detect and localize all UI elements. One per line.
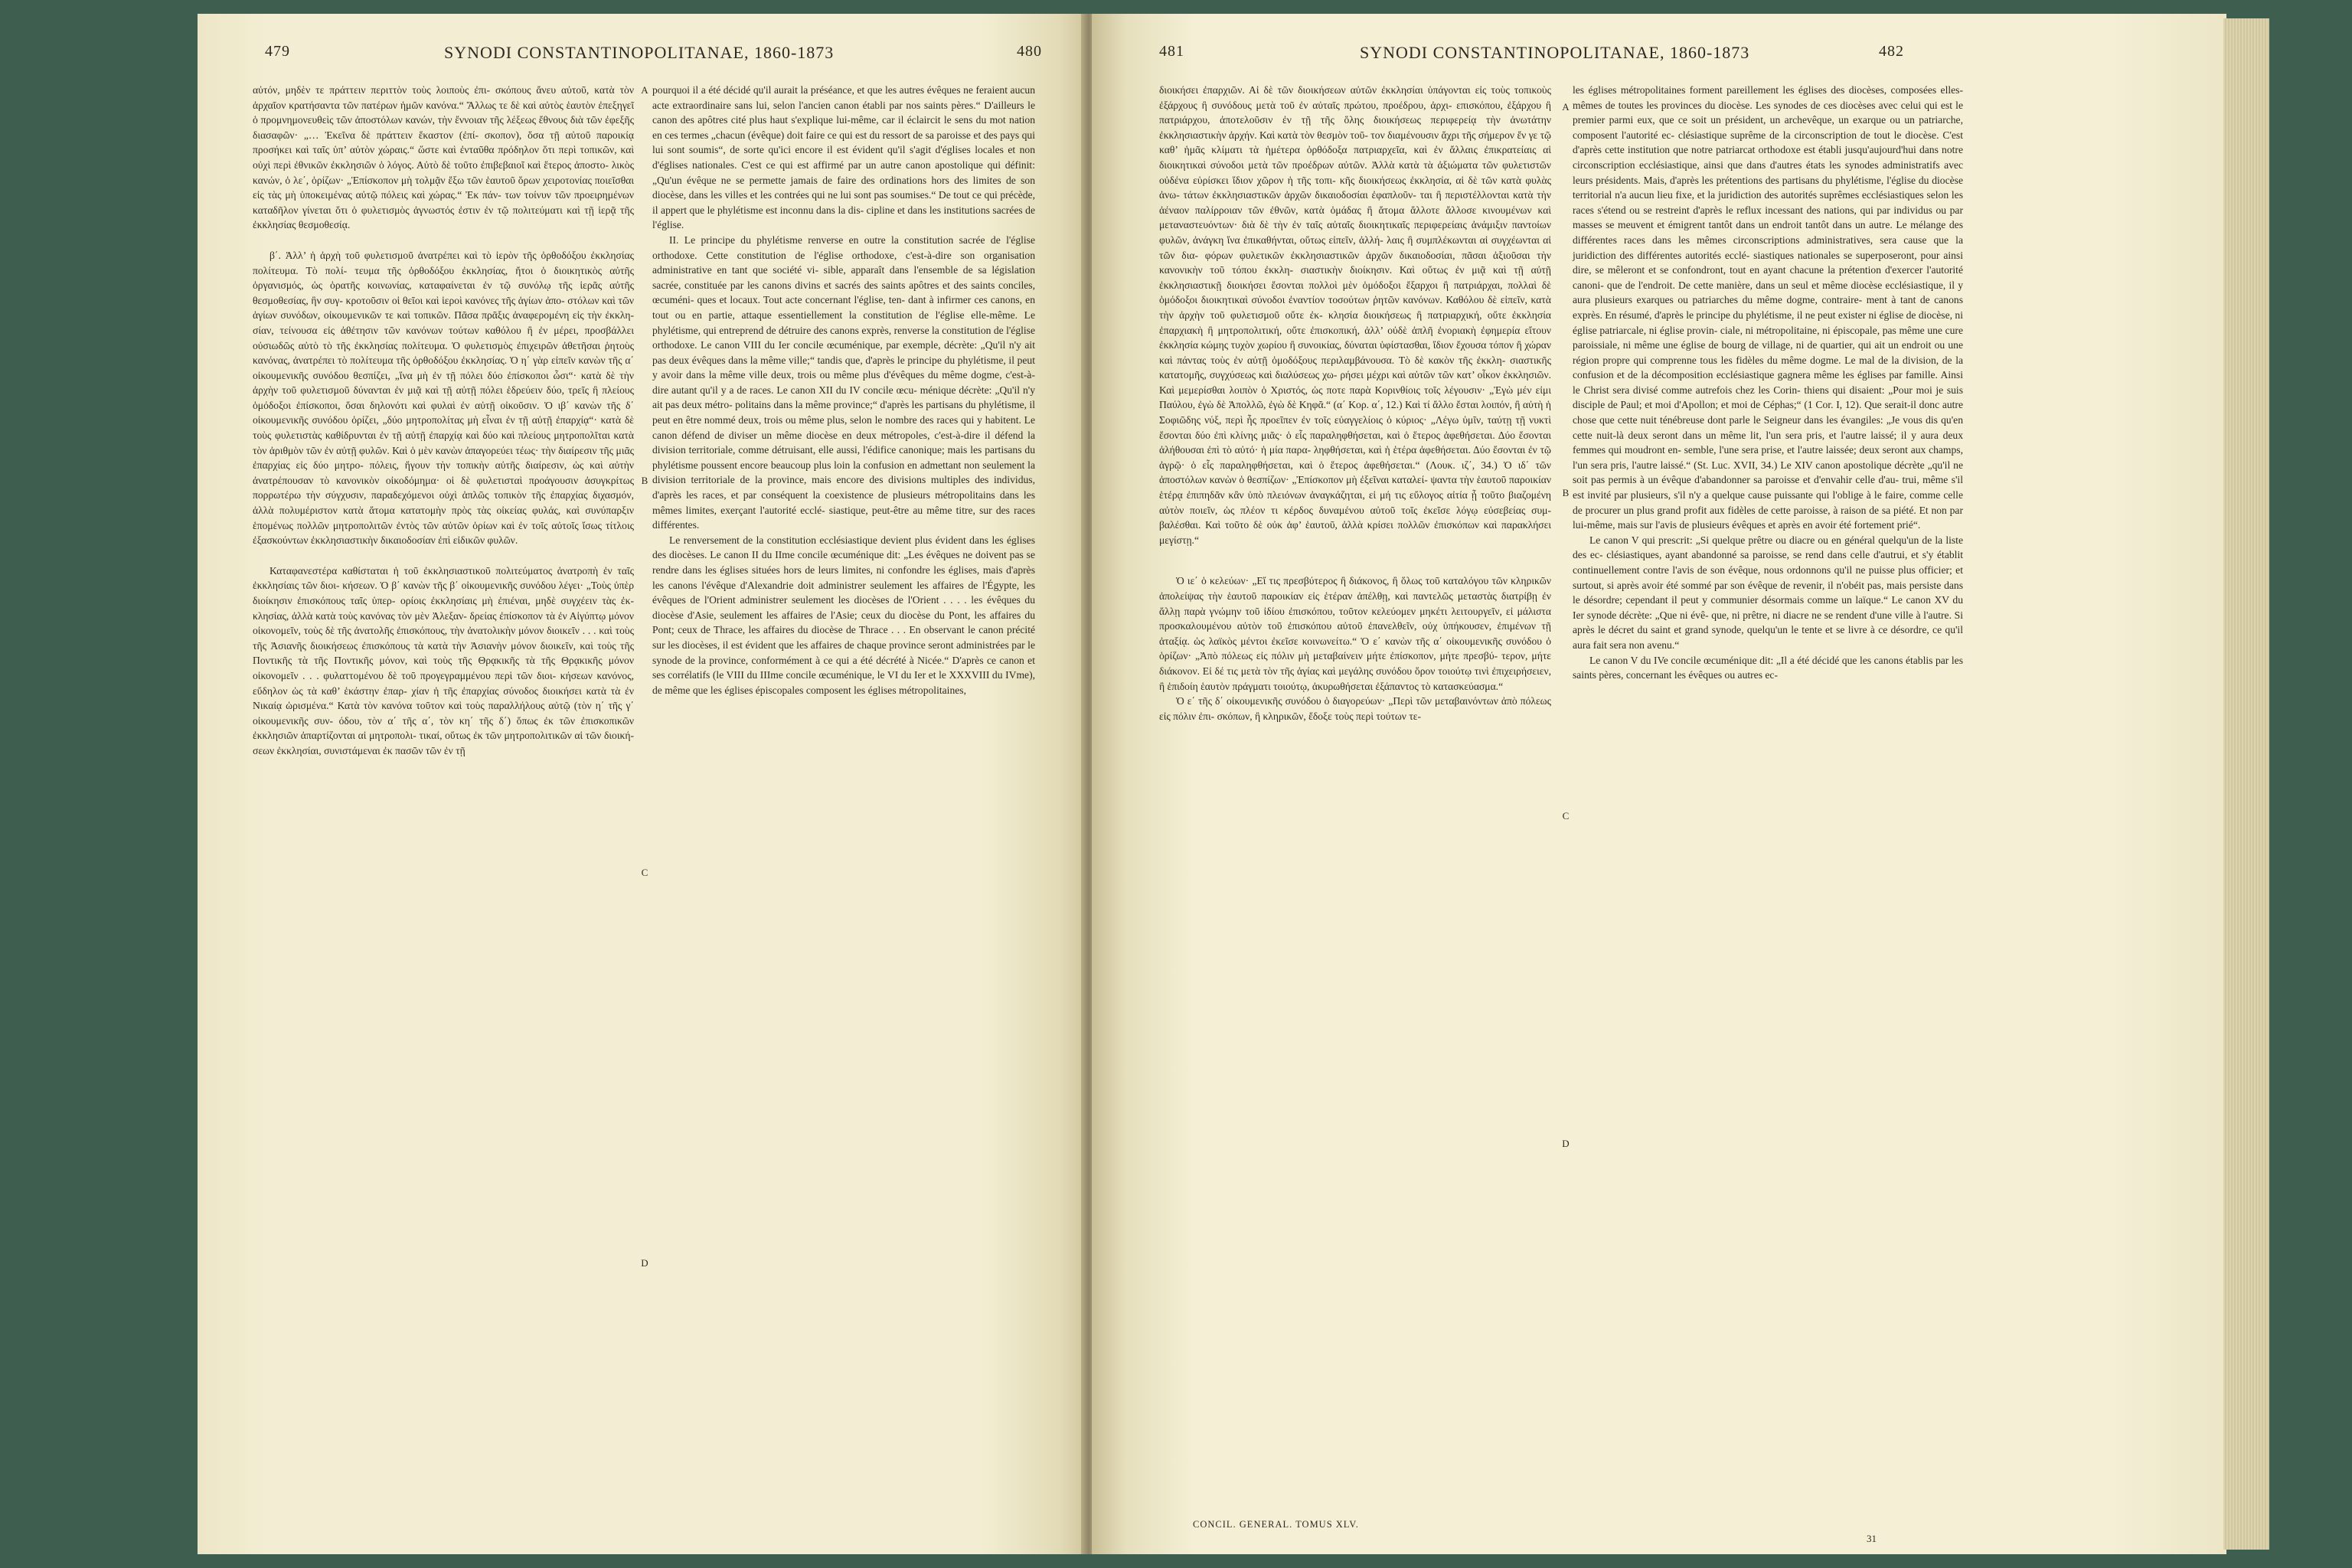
margin-marker-b: B <box>1562 487 1570 498</box>
margin-marker-a: A <box>641 84 648 96</box>
french-column <box>652 83 1035 697</box>
greek-paragraph: διοικήσει ἐπαρχιῶν. Αἱ δὲ τῶν διοικήσεων αὐτῶν ἐκκλησίαι ὑπάγονται εἰς τοὺς τοπικοὺς ἐξάρχους ἢ συνόδους μετὰ τοῦ ἐν αὐταῖς πρώτου, προέδρου, ἀρχι- επισκόπου, ἐξάρχου ἢ πατριάρχου, ἀποτελοῦσιν ἐν τῇ τῆς ὅλης διοικήσεως περιφερείᾳ τὴν ἀνωτάτην ἐκκλησιαστικὴν ἀρχήν. Καὶ κατὰ τὸν θεσμὸν τοῦ- τον διαμένουσιν ἄχρι τῆς σήμερον ἔν γε τῷ καθ’ ἡμᾶς κλίματι τὰ ἡμέτερα ὀρθόδοξα πατριαρχεῖα, καὶ ἐν ἄλλαις ἐπικρατείαις αἱ διοικητικαὶ σύνοδοι μετὰ τῶν προέδρων αὐτῶν. Ἀλλὰ κατὰ τὰ ἀξιώματα τῶν φυλετιστῶν οὐδένα εὑρίσκει ἴδιον χῶρον ἡ τῆς τοπι- κῆς διοικήσεως ἐκκλησία, αἱ δὲ τῶν κατὰ φυλὰς ἀνω- τάτων ἐκκλησιαστικῶν ἀρχῶν δικαιοδοσίαι ἐφαπλοῦν- ται ἢ περιστέλλονται κατὰ τὴν ἀέναον παλίρροιαν τῶν ἐθνῶν, κατὰ ὁμάδας ἢ ἄτομα ἄλλοτε ἄλλοσε κινουμένων καὶ μεταναστευόντων· διὰ δὲ τὴν ἐν ταῖς αὐταῖς διοικητικαῖς περιφερείαις ἀνάμιξιν παντοίων φυλῶν, ἀνάγκη ἵνα ἐπικαθήνται, οὕτως εἰπεῖν, ἀλλή- λαις ἢ συμπλέκωνται αἱ συγχέωνται αἱ τῶν δια- φόρων φυλετικῶν ἐκκλησιαστικῶν ἀρχῶν δικαιοδοσίαι, πᾶσαι ἀξιοῦσαι τὴν κανονικὴν τοῦ τόπου ἐκκλη- σιαστικὴν διοίκησιν. Καὶ οὕτως ἐν μιᾷ καὶ τῇ αὐτῇ ἐκκλησιαστικῇ διοικήσει ἔσονται πολλοὶ μὲν ὁμόδοξοι ἔξαρχοι ἢ πατριάρχαι, πολλαὶ δὲ ὁμόδοξοι διοικητικαὶ σύνοδοι ἐναντίον τοσούτων ῥητῶν κανόνων. Καθόλου δὲ εἰπεῖν, κατὰ τὴν ἀρχὴν τοῦ φυλετισμοῦ οὔτε ἐκ- κλησία διοικήσεως ἢ πατριαρχική, οὔτε ἐκκλησία ἐπαρχιακὴ ἢ μητροπολιτική, οὔτε ἐπισκοπική, ἀλλ’ οὐδὲ ἁπλῆ ἐνοριακὴ ἐφημερία εἴτουν ἐκκλησία κώμης τυχὸν χωρίου ἢ συνοικίας, δύναται ὑφίστασθαι, ἴδιον ἔχουσα τόπον ἢ χώραν καὶ πάντας τοὺς ἐν αὐτῇ ὁμοδόξους περιλαμβάνουσα. Τὸ δὲ κακὸν τῆς ἐκκλη- σιαστικῆς κατατομῆς, συγχύσεως καὶ διαλύσεως χω- ρήσει μέχρι καὶ αὐτῶν τῶν κατ’ οἶκον ἐκκλησιῶν. Καὶ μεμερίσθαι λοιπὸν ὁ Χριστός, ὡς ποτε παρὰ Κορινθίοις τοῖς λέγουσιν· „Ἐγὼ μέν εἰμι Παύλου, ἐγὼ δὲ Ἀπολλῶ, ἐγὼ δὲ Κηφᾶ.“ (α΄ Κορ. α΄, 12.) Καὶ τί ἄλλο ἔσται λοιπόν, ἢ αὐτὴ ἡ Σοφιῶδης νύξ, περὶ ἧς προεῖπεν ἐν τοῖς εὐαγγελίοις ὁ κύριος· „Λέγω ὑμῖν, ταύτῃ τῇ νυκτὶ ἔσονται δύο ἐπὶ κλίνης μιᾶς· ὁ εἷς παραληφθήσεται, καὶ ὁ ἕτερος ἀφεθήσεται. Δύο ἔσονται ἀλήθουσαι ἐπὶ τὸ αὐτό· ἡ μία παρα- ληφθήσεται, καὶ ἡ ἑτέρα ἀφεθήσεται. Δύο ἔσονται ἐν τῷ ἀγρῷ· ὁ εἷς παραληφθήσεται, καὶ ὁ ἕτερος ἀφεθήσεται.“ (Λουκ. ιζ΄, 34.) Ὁ ιδ΄ τῶν ἀποστόλων κανὼν ὁ θεσπίζων· „Ἐπίσκοπον μὴ ἐξεῖναι καταλεί- ψαντα τὴν ἑαυτοῦ παροικίαν ἑτέρᾳ ἐπιπηδᾶν κἂν ὑπὸ πλειόνων ἀναγκάζηται, εἰ μή τις εὔλογος αἰτία ᾖ τοῦτο βιαζομένη αὐτὸν ποιεῖν, ὡς πλέον τι κέρδος δυναμένου αὐτοῦ τοῖς ἐκεῖσε λόγῳ εὐσεβείας συμ- βαλέσθαι. Καὶ τοῦτο δὲ οὐκ ἀφ’ ἑαυτοῦ, ἀλλὰ κρίσει πολλῶν ἐπισκόπων καὶ παρακλήσει μεγίστῃ.“ <box>1159 84 1551 546</box>
margin-marker-d: D <box>641 1257 648 1269</box>
signature-mark: 31 <box>1867 1533 1877 1544</box>
page-number-480: 480 <box>1017 43 1042 60</box>
page-block-edges <box>2223 18 2269 1550</box>
french-paragraph: Le canon V du IVe concile œcuménique dit: „Il a été décidé que les canons établis par les saints pères, concernant les évêques ou autres ec- <box>1573 654 1963 681</box>
french-paragraph: II. Le principe du phylétisme renverse en outre la constitution sacrée de l'église orthodoxe. Cette constitution de l'église orthodoxe, c'est-à-dire son organisation administrative en tant que société vi- sible, apparaît dans l'ensemble de sa législation sacrée, constituée par les canons divins et sacrés des saints apôtres et des saints conciles, œcuméni- ques et locaux. Tout acte concernant l'église, ten- dant à infirmer ces canons, en tout ou en partie, attaque essentiellement la constitution de l'église elle-même. Le phylétisme, qui entreprend de détruire des canons exprès, renverse la constitution de l'église orthodoxe. Le canon VIII du Ier concile œcuménique, par exemple, décrète: „Qu'il n'y ait pas deux évêques dans la même ville;“ tandis que, d'après le principe du phylétisme, il peut y avoir dans la même ville deux, trois ou même plus d'évêques du même dogme, c'est-à-dire autant qu'il y a de races. Le canon XII du IV concile œcu- ménique décrète: „Qu'il n'y ait pas deux métro- politains dans la même province;“ d'après les partisans du phylétisme, il peut en être nommé deux, trois ou même plus, selon le nombre des races qui y habitent. Le canon défend de diviser un même diocèse en deux métropoles, c'est-à-dire il défend la division territoriale, comme détruisant, elle aussi, l'édifice canonique; mais les partisans du phylétisme poussent encore beaucoup plus loin la confusion en admettant non seulement la division territoriale de la province, mais encore des divisions multiples des individus, d'après les races, et par conséquent la coexistence de plusieurs métropolitains dans les mêmes limites, exerçant l'autorité ecclé- siastique, peut-être au même titre, sur des races différentes. <box>652 234 1035 531</box>
french-paragraph: Le renversement de la constitution ecclésiastique devient plus évident dans les églises des diocèses. Le canon II du IIme concile œcuménique dit: „Les évêques ne doivent pas se rendre dans les églises situées hors de leurs limites, ni confondre les églises, mais d'après les canons l'évêque d'Alexandrie doit administrer seulement les affaires de l'Égypte, les évêques de l'Orient administrer seulement les diocèses de l'Orient . . . . les évêques du diocèse d'Asie, seulement les affaires de l'Asie; ceux du diocèse du Pont, les affaires du Pont; ceux de Thrace, les affaires du diocèse de Thrace . . . En observant le canon précité sur les diocèses, il est évident que les affaires de chaque province seront administrées par le synode de la province, conformément à ce qui a été décrété à Nicée.“ D'après ce canon et ses corrélatifs (le VIII du IIIme concile œcuménique, le VI du Ier et le XXXVIII du IVme), de même que les églises épiscopales composent les églises métropolitaines, <box>652 534 1035 696</box>
greek-paragraph: Καταφανεστέρα καθίσταται ἡ τοῦ ἐκκλησιαστικοῦ πολιτεύματος ἀνατροπὴ ἐν ταῖς ἐκκλησίαις τῶν διοι- κήσεων. Ὁ β΄ κανὼν τῆς β΄ οἰκουμενικῆς συνόδου λέγει· „Τοὺς ὑπὲρ διοίκησιν ἐπισκόπους ταῖς ὑπερ- ορίοις ἐκκλησίαις μὴ ἐπιέναι, μηδὲ συγχέειν τὰς ἐκ- κλησίας, ἀλλὰ κατὰ τοὺς κανόνας τὸν μὲν Ἀλεξαν- δρείας ἐπίσκοπον τὰ ἐν Αἰγύπτῳ μόνον οἰκονομεῖν, τοὺς δὲ τῆς ἀνατολῆς ἐπισκόπους, τὴν ἀνατολικὴν μόνον διοικεῖν . . . καὶ τοὺς τῆς Ἀσιανῆς διοικήσεως ἐπισκόπους τὰ κατὰ τὴν Ἀσιανὴν μόνον διοικεῖν, καὶ τοὺς τῆς Ποντικῆς τὰ τῆς Ποντικῆς μόνον, καὶ τοὺς τῆς Θρᾳκικῆς τὰ τῆς Θρᾳκικῆς μόνον οἰκονομεῖν . . . φυλαττομένου δὲ τοῦ προγεγραμμένου περὶ τῶν διοι- κήσεων κανόνος, εὔδηλον ὡς τὰ καθ’ ἑκάστην ἐπαρ- χίαν ἡ τῆς ἐπαρχίας σύνοδος διοικήσει κατὰ τὰ ἐν Νικαίᾳ ὡρισμένα.“ Κατὰ τὸν κανόνα τοῦτον καὶ τοὺς παραλλήλους αὐτῷ (τὸν η΄ τῆς γ΄ οἰκουμενικῆς συν- όδου, τὸν α΄ τῆς α΄, τὸν κη΄ τῆς δ΄) ὅπως ἐκ τῶν ἐπισκοπικῶν ἐκκλησιῶν ἀπαρτίζονται αἱ μητροπολι- τικαί, οὕτως ἐκ τῶν μητροπολιτικῶν αἱ τῶν διοική- σεων ἐκκλησίαι, συνιστάμεναι ἐκ πασῶν τῶν ἐν τῇ <box>253 564 634 756</box>
french-column <box>1573 83 1963 683</box>
greek-paragraph: Ὁ ε΄ τῆς δ΄ οἰκουμενικῆς συνόδου ὁ διαγορεύων· „Περὶ τῶν μεταβαινόντων ἀπὸ πόλεως εἰς πόλιν ἐπι- σκόπων, ἢ κληρικῶν, ἔδοξε τοὺς περὶ τούτων τε- <box>1159 695 1551 722</box>
margin-marker-c: C <box>1562 810 1570 822</box>
french-paragraph: les églises métropolitaines forment pareillement les églises des diocèses, composées elles-mêmes de toutes les provinces du diocèse. Les synodes de ces diocèses avec celui qui est le premier parmi eux, que ce soit un président, un archevêque, un exarque ou un patriarche, composent l'autorité ec- clésiastique suprême de la circonscription de tout le diocèse. C'est d'après cette institution que notre patriarcat orthodoxe est établi jusqu'aujourd'hui dans notre circonscription ecclésiastique, ainsi que dans d'autres états les synodes administratifs avec leurs présidents. Mais, d'après les prétentions des partisans du phylétisme, l'église du diocèse territorial n'a aucun lieu fixe, et la juridiction des autorités suprêmes ecclésiastiques selon les races s'étend ou se restreint d'après le reflux incessant des nations, qui par individus ou par masses se meuvent et émigrent tantôt dans un endroit tantôt dans un autre. Le mélange des différentes races dans les mêmes circonscriptions administratives, sera cause que la juridiction des différentes autorités ecclé- siastiques nationales se superposeront, pour ainsi dire, se mêleront et se confondront, tout en ayant chacune la prétention d'exercer l'autorité canoni- que de l'endroit. De cette manière, dans un seul et même diocèse ecclésiastique, il y aura plusieurs exarques ou patriarches du même dogme, contraire- ment à tant de canons exprès. En résumé, d'après le principe du phylétisme, il ne peut exister ni église de diocèse, ni église patriarcale, ni église provin- ciale, ni métropolitaine, ni épiscopale, pas même une cure paroissiale, ni même une église de bourg de village, ni de quartier, qui ait un endroit ou une région propre qui comprenne tous les fidèles du même dogme. Le mal de la division, de la confusion et de la décomposition ecclésiastique gagnera même les églises par famille. Ainsi le Christ sera divisé comme autrefois chez les Corin- thiens qui disaient: „Pour moi je suis disciple de Paul; et moi d'Apollon; et moi de Céphas;“ (1 Cor. I, 12). Que serait-il donc autre chose que cette nuit ténébreuse dont parle le Seigneur dans les évangiles: „Je vous dis qu'en cette nuit-là deux seront dans un même lit, l'un sera pris, et l'autre laissé; il y aura deux femmes qui moudront en- semble, l'une sera prise, et l'autre laissée; deux seront aux champs, l'un sera pris, l'autre laissé.“ (St. Luc. XVII, 34.) Le XIV canon apostolique décrète „qu'il ne soit pas permis à un évêque d'abandonner sa paroisse et d'envahir celle d'au- trui, même s'il est invité par plusieurs, s'il n'y a quelque cause puissante qui l'oblige à le faire, comme celle de procurer un plus grand profit aux fidèles de cette paroisse, à raison de sa piété. Et non par lui-même, mais sur l'avis de plusieurs évêques et après en avoir été fortement prié“. <box>1573 84 1963 531</box>
running-title: SYNODI CONSTANTINOPOLITANAE, 1860-1873 <box>1360 43 1750 62</box>
greek-paragraph: Ὁ ιε΄ ὁ κελεύων· „Εἴ τις πρεσβύτερος ἢ διάκονος, ἢ ὅλως τοῦ καταλόγου τῶν κληρικῶν ἀπολείψας τὴν ἑαυτοῦ παροικίαν εἰς ἑτέραν ἀπέλθῃ, καὶ παντελῶς μεταστὰς διατρίβῃ ἐν ἄλλῃ παρὰ γνώμην τοῦ ἰδίου ἐπισκόπου, τοῦτον κελεύομεν μηκέτι λειτουργεῖν, εἰ μάλιστα προσκαλουμένου αὐτὸν τοῦ ἐπισκόπου αὐτοῦ ἐπανελθεῖν, οὐχ ὑπήκουσεν, ἐπιμένων τῇ ἀταξίᾳ. ὡς λαϊκὸς μέντοι ἐκεῖσε κοινωνείτω.“ Ὁ ε΄ κανὼν τῆς α΄ οἰκουμενικῆς συνόδου ὁ ὁρίζων· „Ἀπὸ πόλεως εἰς πόλιν μὴ μεταβαίνειν μήτε ἐπίσκοπον, μήτε πρεσβύ- τερον, μήτε διάκονον. Εἰ δέ τις μετὰ τὸν τῆς ἁγίας καὶ μεγάλης συνόδου ὅρον τοιούτῳ τινὶ ἐπιχειρήσειεν, ἢ ἑπιδοίη ἑαυτὸν πράγματι τοιούτῳ, ἀκυρωθήσεται ἐξάπαντος τὸ κατασκεύασμα.“ <box>1159 575 1551 692</box>
french-paragraph: pourquoi il a été décidé qu'il aurait la préséance, et que les autres évêques ne feraient aucun acte extraordinaire sans lui, selon l'ancien canon établi par nos saints pères.“ D'ailleurs le canon des apôtres cité plus haut s'explique lui-même, car il éclaircit le sens du mot nation en ces termes „chacun (évêque) doit faire ce qui est du ressort de sa paroisse et des pays qui lui sont soumis“, de sorte qu'ici encore il est évident qu'il s'agit d'églises locales et non d'églises nationales. C'est ce qui est affirmé par un autre canon apostolique qui définit: „Qu'un évêque ne se permette jamais de faire des ordinations hors des limites de son diocèse, dans les villes et les contrées qui ne lui sont pas soumises.“ De tout ce qui précède, il appert que le phylétisme est inconnu dans la dis- cipline et dans les institutions sacrées de l'église. <box>652 84 1035 231</box>
left-page <box>198 14 1087 1554</box>
greek-column <box>1159 83 1551 724</box>
page-number-479: 479 <box>265 43 290 60</box>
margin-marker-a: A <box>1562 101 1570 113</box>
page-number-482: 482 <box>1879 43 1904 60</box>
french-paragraph: Le canon V qui prescrit: „Si quelque prêtre ou diacre ou en général quelqu'un de la liste des ec- clésiastiques, ayant abandonné sa paroisse, se rend dans celle d'autrui, et s'y établit continuellement contre l'avis de son évêque, nous ordonnons qu'il ne puisse plus officier; et surtout, si après avoir été sommé par son évêque de revenir, il n'obéit pas, mais persiste dans le désordre; cependant il peut y communier désormais comme un laïque.“ Le canon XV du Ier synode décrète: „Que ni évê- que, ni prêtre, ni diacre ne se rendent d'une ville à l'autre. Si après le décret du saint et grand synode, quelqu'un le tente et se livre à ce désordre, ce qu'il aura fait sera non avenu.“ <box>1573 534 1963 651</box>
right-page <box>1092 14 2226 1554</box>
page-number-481: 481 <box>1159 43 1184 60</box>
page-footer-tomus: CONCIL. GENERAL. TOMUS XLV. <box>1193 1519 1359 1530</box>
greek-column <box>253 83 634 759</box>
margin-marker-d: D <box>1562 1138 1570 1149</box>
margin-marker-c: C <box>641 867 648 878</box>
greek-paragraph: αὐτόν, μηδὲν τε πράττειν περιττὸν τοὺς λοιποὺς ἐπι- σκόπους ἄνευ αὐτοῦ, κατὰ τὸν ἀρχαῖον κρατήσαντα τῶν πατέρων ἡμῶν κανόνα.“ Ἄλλως τε δὲ καὶ αὐτὸς ἑαυτὸν ἐπεξηγεῖ ὁ προμνημονευθεὶς τῶν ἀποστόλων κανών, τὴν ἔννοιαν τῆς λέξεως ἔθνους διὰ τῶν ἐφεξῆς διασαφῶν· „… Ἐκεῖνα δὲ πράττειν ἕκαστον (ἐπί- σκοπον), ὅσα τῇ αὐτοῦ παροικίᾳ προσήκει καὶ ταῖς ὑπ’ αὐτὸν χώραις.“ ὥστε καὶ ἐνταῦθα πρόδηλον ὅτι περὶ τοπικῶν, καὶ οὐχὶ περὶ ἐθνικῶν ἐκκλησιῶν ὁ λόγος. Αὐτὸ δὲ τοῦτο ἐπιβεβαιοῖ καὶ ἕτερος ἀποστο- λικὸς κανών, ὁ λε΄, ὁρίζων· „Ἐπίσκοπον μὴ τολμᾷν ἔξω τῶν ἑαυτοῦ ὅρων χειροτονίας ποιεῖσθαι εἰς τὰς μὴ ὑποκειμένας αὐτῷ πόλεις καὶ χώρας.“ Ἐκ πάν- των τοίνυν τῶν προειρημένων καταδῆλον γίνεται ὅτι ὁ φυλετισμὸς ἀγνωστός ἐστιν ἐν τῷ πολιτεύματι καὶ τῇ ἱερᾷ τῆς ἐκκλησίας θεσμοθεσίᾳ. <box>253 84 634 231</box>
greek-paragraph: β΄. Ἀλλ’ ἡ ἀρχὴ τοῦ φυλετισμοῦ ἀνατρέπει καὶ τὸ ἱερὸν τῆς ὀρθοδόξου ἐκκλησίας πολίτευμα. Τὸ πολί- τευμα τῆς ὀρθοδόξου ἐκκλησίας, ἤτοι ὁ διοικητικὸς αὐτῆς ὀργανισμός, ὡς ὁρατῆς κοινωνίας, καταφαίνεται ἐν τῷ συνόλῳ τῆς ἱερᾶς αὐτῆς θεσμοθεσίας, ἣν συγ- κροτοῦσιν οἱ θεῖοι καὶ ἱεροὶ κανόνες τῆς ἁγίων ἀπο- στόλων καὶ τῶν ἁγίων συνόδων, οἰκουμενικῶν τε καὶ τοπικῶν. Πᾶσα πρᾶξις ἀναφερομένη εἰς τὴν ἐκκλη- σίαν, τείνουσα εἰς ἀθέτησιν τῶν κανόνων τούτων καθόλου ἢ ἐν μέρει, προσβάλλει οὐσιωδῶς αὐτὸ τὸ τῆς ἐκκλησίας πολίτευμα. Ὁ φυλετισμὸς ἐπιχειρῶν ἀθετῆσαι ῥητοὺς κανόνας, ἀνατρέπει τὸ πολίτευμα τῆς ὀρθοδόξου ἐκκλησίας. Ὁ η΄ γὰρ εἰπεῖν κανὼν τῆς α΄ οἰκουμενικῆς συνόδου θεσπίζει, „ἵνα μὴ ἐν τῇ πόλει δύο ἐπίσκοποι ὦσι“· κατὰ δὲ τὴν ἀρχὴν τοῦ φυλετισμοῦ δύνανται ἐν μιᾷ καὶ τῇ αὐτῇ πόλει ἑδρεύειν δύο, τρεῖς ἢ πλείους ὁμόδοξοι ἐπίσκοποι, ὅσαι δηλονότι καὶ φυλαὶ ἐν αὐτῇ οἰκοῦσιν. Ὁ ιβ΄ κανὼν τῆς δ΄ οἰκουμενικῆς συνόδου ὁρίζει, „δύο μητροπολίτας μὴ εἶναι ἐν τῇ αὐτῇ ἐπαρχίᾳ“· κατὰ δὲ τοὺς φυλετιστὰς καθίδρυνται ἐν τῇ αὐτῇ ἐπαρχίᾳ καὶ δύο καὶ πλείους μητροπολῖται κατὰ τὸν ἀριθμὸν τῶν ἐν αὐτῇ φυλῶν. Καὶ ὁ μὲν κανὼν ἀπαγορεύει τέως· τὴν διαίρεσιν τῆς μιᾶς ἐπαρχίας εἰς δύο μητρο- πόλεις, ἥγουν τὴν τοπικὴν αὐτῆς διαίρεσιν, ὡς καὶ αὐτὴν ἀνατρέπουσαν τὸ κανονικὸν οἰκοδόμημα· οἱ δὲ φυλετισταὶ προάγουσιν ἀσυγκρίτως πορρωτέρω τὴν σύγχυσιν, παραδεχόμενοι οὐχὶ ἁπλῶς τοπικὸν τῆς ἐπαρχίας διχασμόν, ἀλλὰ πολυμέριστον κατὰ ἄτομα κατατομὴν πρὸς τὰς οἰκείας φυλάς, καὶ συνύπαρξιν ἑπομένως πολλῶν μητροπολιτῶν ἐντὸς τῶν αὐτῶν ὁρίων καὶ ἐν τοῖς αὐτοῖς ἴσως τίτλοις ἐξασκούντων ἐκκλησιαστικὴν δικαιοδοσίαν ἐπὶ εἰδικῶν φυλῶν. <box>253 249 634 547</box>
margin-marker-b: B <box>641 475 648 486</box>
running-title: SYNODI CONSTANTINOPOLITANAE, 1860-1873 <box>444 43 835 62</box>
